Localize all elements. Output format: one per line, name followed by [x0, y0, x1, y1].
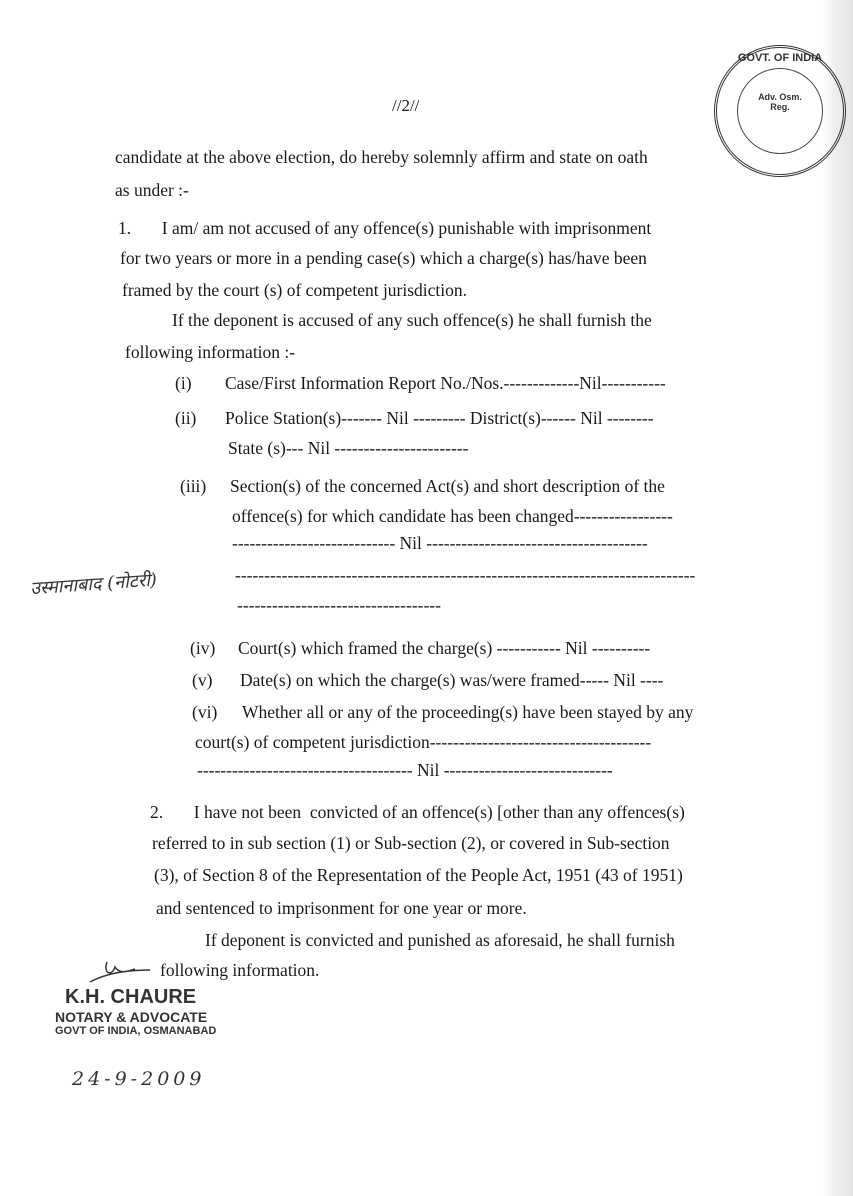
body-line: framed by the court (s) of competent jurisdiction.: [122, 280, 468, 300]
body-line: If deponent is convicted and punished as aforesaid, he shall furnish: [205, 930, 675, 950]
notary-title: NOTARY & ADVOCATE: [55, 1009, 208, 1025]
official-seal: [714, 45, 846, 177]
item-num: (v): [192, 670, 213, 690]
item-num: (i): [175, 373, 192, 393]
item-text: Case/First Information Report No./Nos.-------------Nil-----------: [225, 373, 666, 393]
item-text: Whether all or any of the proceeding(s) have been stayed by any: [242, 702, 694, 722]
item-text: offence(s) for which candidate has been changed-----------------: [232, 506, 673, 526]
item-num: (iii): [180, 476, 207, 496]
item-text: Court(s) which framed the charge(s) ----------- Nil ----------: [238, 638, 651, 658]
item-text: Police Station(s)------- Nil --------- District(s)------ Nil --------: [225, 408, 654, 428]
seal-ring-text: GOVT. OF INDIA: [737, 52, 823, 64]
item-text: Section(s) of the concerned Act(s) and short description of the: [230, 476, 665, 496]
item-text: -----------------------------------: [237, 595, 441, 615]
body-line: 2. I have not been convicted of an offence(s) [other than any offences(s): [150, 802, 685, 822]
signature: [85, 958, 155, 986]
body-line: (3), of Section 8 of the Representation of the People Act, 1951 (43 of 1951): [154, 865, 683, 885]
body-line: candidate at the above election, do hereby solemnly affirm and state on oath: [115, 147, 648, 167]
item-text: ---------------------------- Nil --------------------------------------: [232, 533, 648, 553]
item-text: State (s)--- Nil -----------------------: [228, 438, 469, 458]
item-text: -------------------------------------------------------------------------------: [235, 565, 696, 585]
margin-handwriting: उस्मानाबाद (नोटरी): [29, 569, 158, 600]
item-num: (iv): [190, 638, 216, 658]
body-line: following information.: [160, 960, 320, 980]
body-line: for two years or more in a pending case(s) which a charge(s) has/have been: [120, 248, 647, 268]
item-text: court(s) of competent jurisdiction--------------------------------------: [195, 732, 652, 752]
notary-stamp: [55, 986, 216, 1038]
body-line: If the deponent is accused of any such offence(s) he shall furnish the: [172, 310, 652, 330]
body-line: referred to in sub section (1) or Sub-section (2), or covered in Sub-section: [152, 833, 670, 853]
item-num: (vi): [192, 702, 218, 722]
notary-name: K.H. CHAURE: [65, 986, 197, 1008]
seal-inner-text: Adv. Osm. Reg.: [758, 92, 802, 113]
body-line: following information :-: [125, 342, 296, 362]
handwritten-date: 24-9-2009: [72, 1068, 206, 1090]
item-text: Date(s) on which the charge(s) was/were framed----- Nil ----: [240, 670, 664, 690]
item-text: ------------------------------------- Nil -----------------------------: [197, 760, 613, 780]
body-line: 1. I am/ am not accused of any offence(s) punishable with imprisonment: [118, 218, 652, 238]
notary-org: GOVT OF INDIA, OSMANABAD: [55, 1025, 217, 1038]
scan-edge: [823, 0, 853, 1196]
body-line: as under :-: [115, 180, 189, 200]
item-num: (ii): [175, 408, 197, 428]
page-number: //2//: [392, 96, 420, 115]
body-line: and sentenced to imprisonment for one year or more.: [156, 898, 527, 918]
